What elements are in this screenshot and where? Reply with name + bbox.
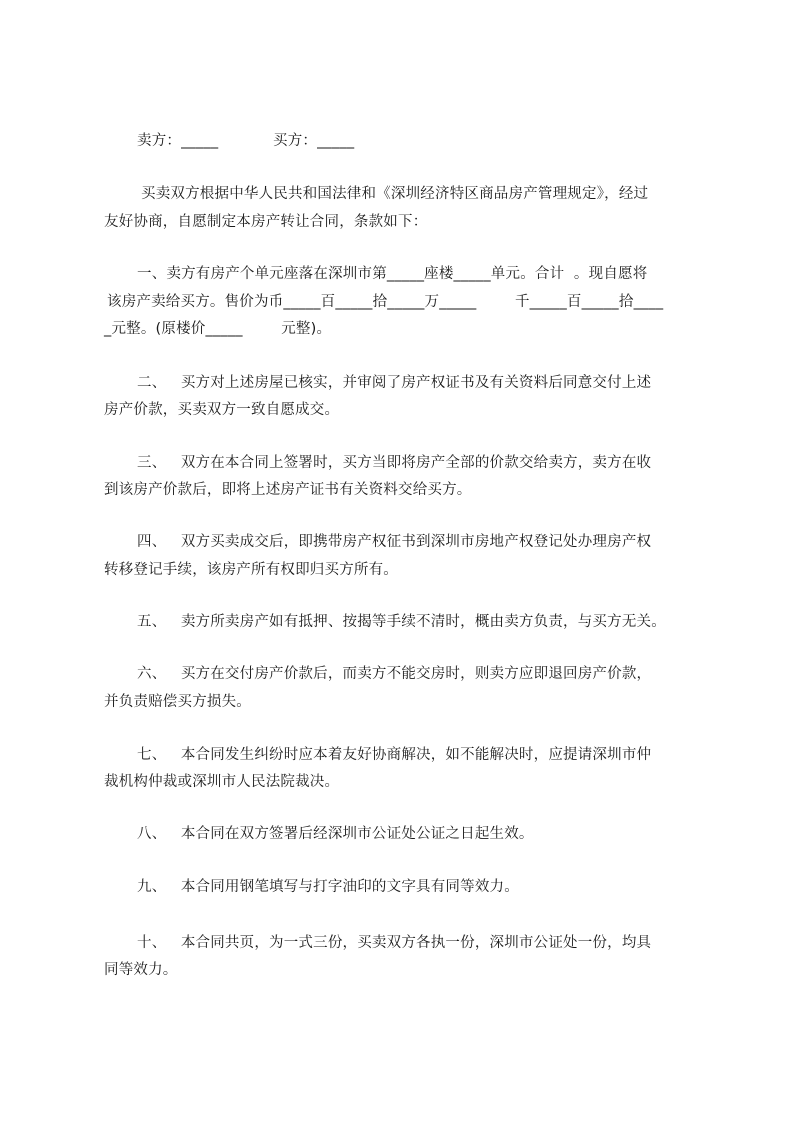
clause-1-line: 该房产卖给买方。售价为币_____百_____拾_____万_____ 千_____百_____拾____ bbox=[107, 294, 664, 310]
clause-4-line: 转移登记手续，该房产所有权即归买方所有。 bbox=[104, 562, 398, 578]
clause-10-line: 同等效力。 bbox=[104, 962, 178, 978]
clause-2-line: 房产价款，买卖双方一致自愿成交。 bbox=[104, 402, 340, 418]
clause-8-line: 八、 本合同在双方签署后经深圳市公证处公证之日起生效。 bbox=[137, 826, 534, 842]
clause-1-line: _元整。(原楼价_____ 元整)。 bbox=[104, 321, 332, 337]
seller-field: 卖方：_____ bbox=[137, 133, 219, 149]
clause-3-line: 三、 双方在本合同上签署时，买方当即将房产全部的价款交给卖方，卖方在收 bbox=[137, 455, 652, 471]
clause-3-line: 到该房产价款后，即将上述房产证书有关资料交给买方。 bbox=[104, 482, 472, 498]
clause-2-line: 二、 买方对上述房屋已核实，并审阅了房产权证书及有关资料后同意交付上述 bbox=[137, 375, 652, 391]
clause-6-line: 六、 买方在交付房产价款后，而卖方不能交房时，则卖方应即退回房产价款， bbox=[137, 666, 652, 682]
clause-7-line: 七、 本合同发生纠纷时应本着友好协商解决，如不能解决时，应提请深圳市仲 bbox=[137, 747, 652, 763]
intro-line: 友好协商，自愿制定本房产转让合同，条款如下： bbox=[104, 214, 428, 230]
clause-10-line: 十、 本合同共页，为一式三份，买卖双方各执一份，深圳市公证处一份，均具 bbox=[137, 935, 652, 951]
clause-1-line: 一、卖方有房产个单元座落在深圳市第_____座楼_____单元。合计 。现自愿将 bbox=[137, 266, 648, 282]
clause-4-line: 四、 双方买卖成交后，即携带房产权征书到深圳市房地产权登记处办理房产权 bbox=[137, 534, 652, 550]
buyer-field: 买方：_____ bbox=[273, 133, 355, 149]
clause-5-line: 五、 卖方所卖房产如有抵押、按揭等手续不清时，概由卖方负责，与买方无关。 bbox=[137, 614, 666, 630]
clause-7-line: 裁机构仲裁或深圳市人民法院裁决。 bbox=[104, 774, 340, 790]
clause-9-line: 九、 本合同用钢笔填写与打字油印的文字具有同等效力。 bbox=[137, 879, 519, 895]
intro-line: 买卖双方根据中华人民共和国法律和《深圳经济特区商品房产管理规定》，经过 bbox=[141, 186, 649, 202]
clause-6-line: 并负责赔偿买方损失。 bbox=[104, 694, 251, 710]
